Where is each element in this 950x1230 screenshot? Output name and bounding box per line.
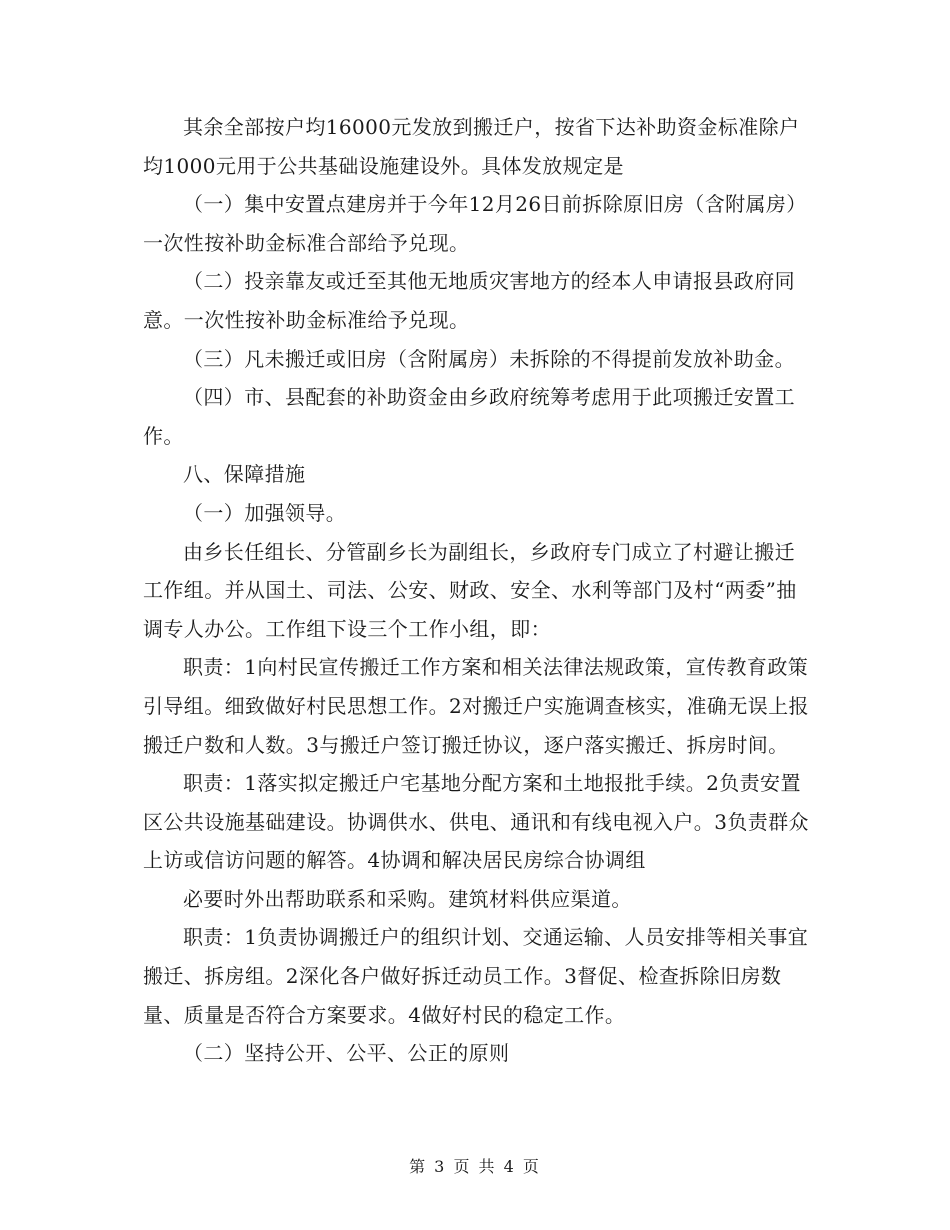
page-number-text: 第 3 页 共 4 页 — [409, 1157, 541, 1176]
paragraph-duties-1: 职责：1向村民宣传搬迁工作方案和相关法律法规政策，宣传教育政策引导组。细致做好村民思想工作。2对搬迁户实施调查核实，准确无误上报搬迁户数和人数。3与搬迁户签订搬迁协议，逐户落实搬迁、拆房时间。 — [143, 655, 809, 757]
paragraph-duties-2: 职责：1落实拟定搬迁户宅基地分配方案和土地报批手续。2负责安置区公共设施基础建设。协调供水、供电、通讯和有线电视入户。3负责群众上访或信访问题的解答。4协调和解决居民房综合协调组 — [143, 771, 809, 873]
page-number-footer — [0, 1154, 950, 1177]
paragraph-item-4: （四）市、县配套的补助资金由乡政府统筹考虑用于此项搬迁安置工作。 — [143, 385, 795, 448]
paragraph-duties-3: 职责：1负责协调搬迁户的组织计划、交通运输、人员安排等相关事宜搬迁、拆房组。2深化各户做好拆迁动员工作。3督促、检查拆除旧房数量、质量是否符合方案要求。4做好村民的稳定工作。 — [143, 925, 809, 1027]
paragraph-item-1: （一）集中安置点建房并于今年12月26日前拆除原旧房（含附属房）一次性按补助金标准合部给予兑现。 — [143, 192, 807, 255]
paragraph-item-3: （三）凡未搬迁或旧房（含附属房）未拆除的不得提前发放补助金。 — [183, 346, 795, 371]
paragraph-subsidy-intro: 其余全部按户均16000元发放到搬迁户，按省下达补助资金标准除户均1000元用于公共基础设施建设外。具体发放规定是 — [143, 115, 800, 178]
paragraph-item-2: （二）投亲靠友或迁至其他无地质灾害地方的经本人申请报县政府同意。一次性按补助金标准给予兑现。 — [143, 269, 795, 332]
document-body — [143, 108, 815, 1073]
subheading-leadership: （一）加强领导。 — [183, 500, 347, 525]
section-heading-safeguards: 八、保障措施 — [183, 462, 306, 487]
paragraph-materials: 必要时外出帮助联系和采购。建筑材料供应渠道。 — [183, 886, 632, 911]
paragraph-work-group: 由乡长任组长、分管副乡长为副组长，乡政府专门成立了村避让搬迁工作组。并从国土、司法、公安、财政、安全、水利等部门及村“两委”抽调专人办公。工作组下设三个工作小组，即： — [143, 539, 797, 641]
subheading-principles: （二）坚持公开、公平、公正的原则 — [183, 1041, 510, 1066]
